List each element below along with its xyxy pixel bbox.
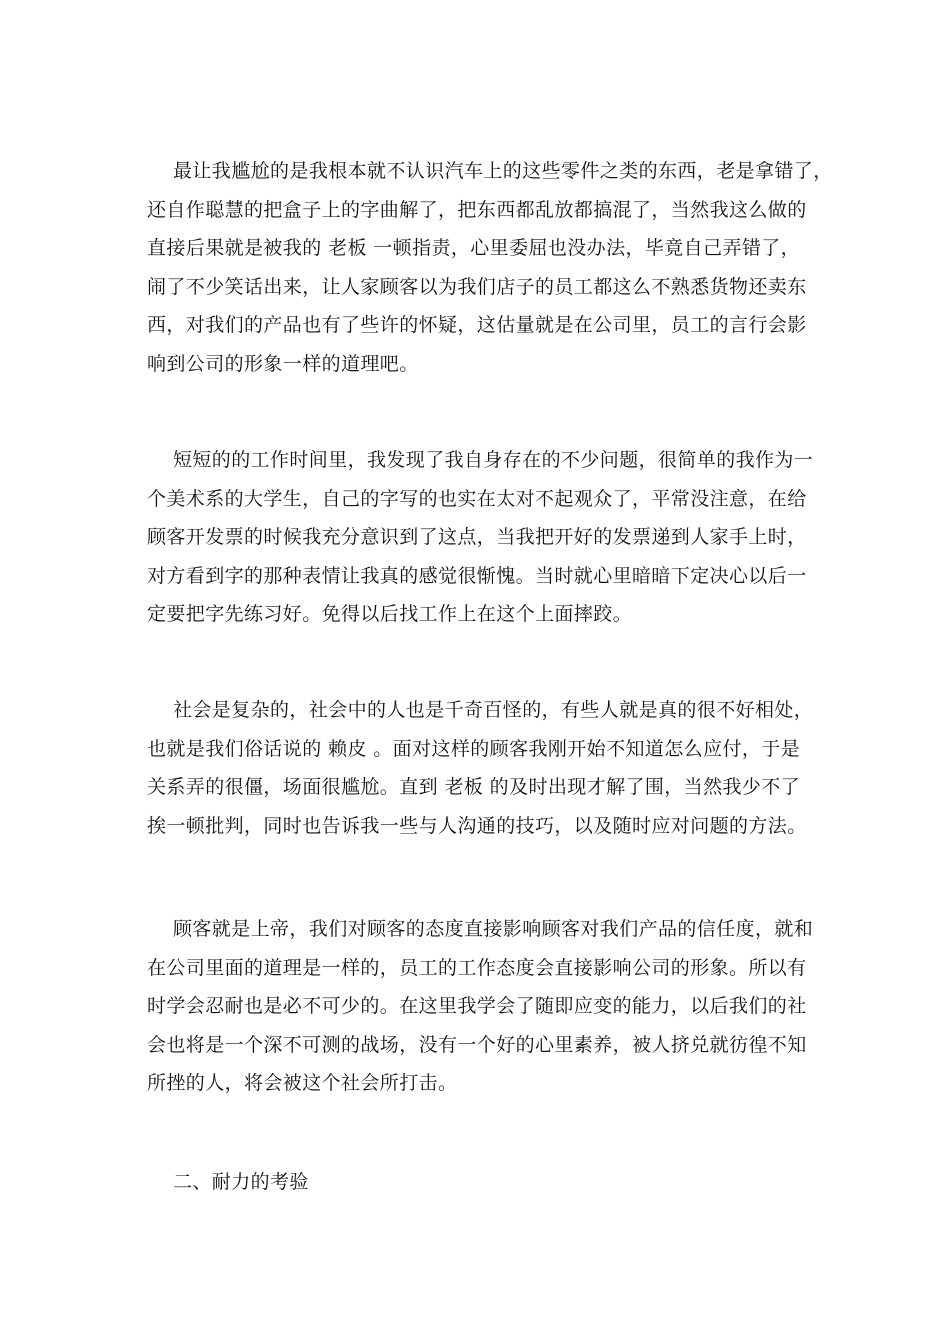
- paragraph-4: [147, 910, 813, 1103]
- paragraph-line: 挨一顿批判，同时也告诉我一些与人沟通的技巧，以及随时应对问题的方法。: [147, 814, 807, 837]
- section-heading: 二、耐力的考验: [173, 1171, 309, 1193]
- paragraph-3: [147, 691, 813, 845]
- paragraph-line: 所挫的人，将会被这个社会所打击。: [147, 1072, 458, 1094]
- paragraph-line: 关系弄的很僵，场面很尴尬。直到 老板 的及时出现才解了围，当然我少不了: [147, 776, 801, 798]
- paragraph-line: 西，对我们的产品也有了些许的怀疑，这估量就是在公司里，员工的言行会影: [147, 314, 807, 336]
- paragraph-line: 也就是我们俗话说的 赖皮 。面对这样的顾客我刚开始不知道怎么应付，于是: [147, 737, 801, 760]
- paragraph-line: 在公司里面的道理是一样的，员工的工作态度会直接影响公司的形象。所以有: [147, 956, 807, 979]
- paragraph-line: 会也将是一个深不可测的战场，没有一个好的心里素养，被人挤兑就彷徨不知: [147, 1033, 807, 1056]
- paragraph-line: 时学会忍耐也是必不可少的。在这里我学会了随即应变的能力，以后我们的社: [147, 995, 807, 1017]
- paragraph-line: 对方看到字的那种表情让我真的感觉很惭愧。当时就心里暗暗下定决心以后一: [147, 564, 807, 587]
- paragraph-line: 短短的的工作时间里，我发现了我自身存在的不少问题，很简单的我作为一: [173, 449, 814, 471]
- paragraph-line: 最让我尴尬的是我根本就不认识汽车上的这些零件之类的东西，老是拿错了，: [173, 160, 833, 182]
- paragraph-line: 闹了不少笑话出来，让人家顾客以为我们店子的员工都这么不熟悉货物还卖东: [147, 275, 807, 298]
- paragraph-line: 还自作聪慧的把盒子上的字曲解了，把东西都乱放都搞混了，当然我这么做的: [147, 198, 807, 221]
- paragraph-1: [147, 152, 833, 383]
- paragraph-line: 社会是复杂的，社会中的人也是千奇百怪的，有些人就是真的很不好相处，: [173, 699, 814, 721]
- paragraph-line: 个美术系的大学生，自己的字写的也实在太对不起观众了，平常没注意，在给: [147, 487, 807, 510]
- paragraph-line: 定要把字先练习好。免得以后找工作上在这个上面摔跤。: [147, 603, 633, 625]
- paragraph-2: [147, 441, 813, 634]
- paragraph-line: 顾客开发票的时候我充分意识到了这点，当我把开好的发票递到人家手上时，: [147, 526, 807, 548]
- paragraph-line: 响到公司的形象一样的道理吧。: [147, 352, 419, 375]
- paragraph-line: 顾客就是上帝，我们对顾客的态度直接影响顾客对我们产品的信任度，就和: [173, 918, 814, 940]
- paragraph-line: 直接后果就是被我的 老板 一顿指责，心里委屈也没办法，毕竟自己弄错了，: [147, 237, 801, 259]
